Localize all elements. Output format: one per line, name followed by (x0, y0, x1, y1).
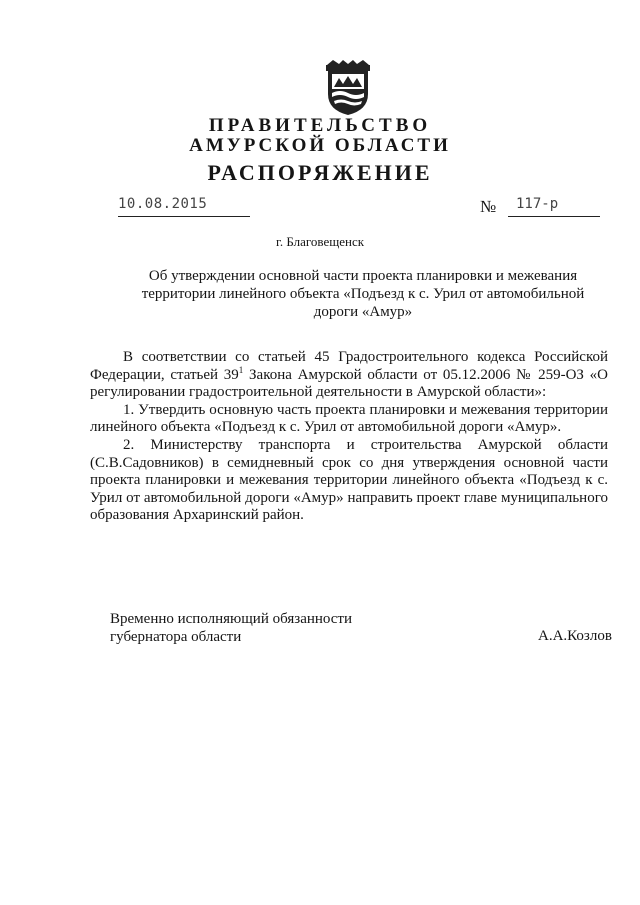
signer-name: А.А.Козлов (538, 628, 612, 644)
number-field (508, 196, 600, 217)
intro-paragraph (90, 349, 608, 402)
signer-title-line2: губернатора области (110, 629, 242, 645)
order-item-2: 2. Министерству транспорта и строительства Амурской области (С.В.Садовников) в семидневный срок со дня утверждения основной части проекта планировки и межевания территории линейного объекта «Подъезд к с. Урил от автомобильной дороги «Амур» направить проект главе муниципального образования Архаринский район. (90, 436, 608, 524)
order-item-1: 1. Утвердить основную часть проекта планировки и межевания территории линейного объекта «Подъезд к с. Урил от автомобильной дороги «Амур». (90, 401, 608, 436)
intro-text-a: В соответствии со статьей 45 Градостроительного кодекса Российской Федерации, статьей 39 (90, 349, 608, 383)
document-number: 117-р (516, 196, 559, 212)
signer-title (110, 610, 352, 646)
article-superscript: 1 (238, 364, 244, 375)
document-subject: Об утверждении основной части проекта планировки и межевания территории линейного объекта «Подъезд к с. Урил от автомобильной дороги «Амур» (141, 268, 585, 320)
intro-text-b: Закона Амурской области от 05.12.2006 № 259-ОЗ «О регулировании градостроительной деятельности в Амурской области»: (90, 366, 608, 401)
org-name-line2: АМУРСКОЙ ОБЛАСТИ (189, 135, 451, 156)
document-body (90, 349, 608, 525)
coat-of-arms-icon (325, 60, 371, 116)
org-name-line1: ПРАВИТЕЛЬСТВО (208, 115, 432, 136)
document-date: 10.08.2015 (118, 196, 208, 212)
number-sign: № (480, 197, 497, 216)
document-type: РАСПОРЯЖЕНИЕ (207, 160, 433, 185)
date-field (118, 196, 250, 217)
signer-title-line1: Временно исполняющий обязанности (110, 611, 353, 627)
city: г. Благовещенск (275, 234, 365, 249)
